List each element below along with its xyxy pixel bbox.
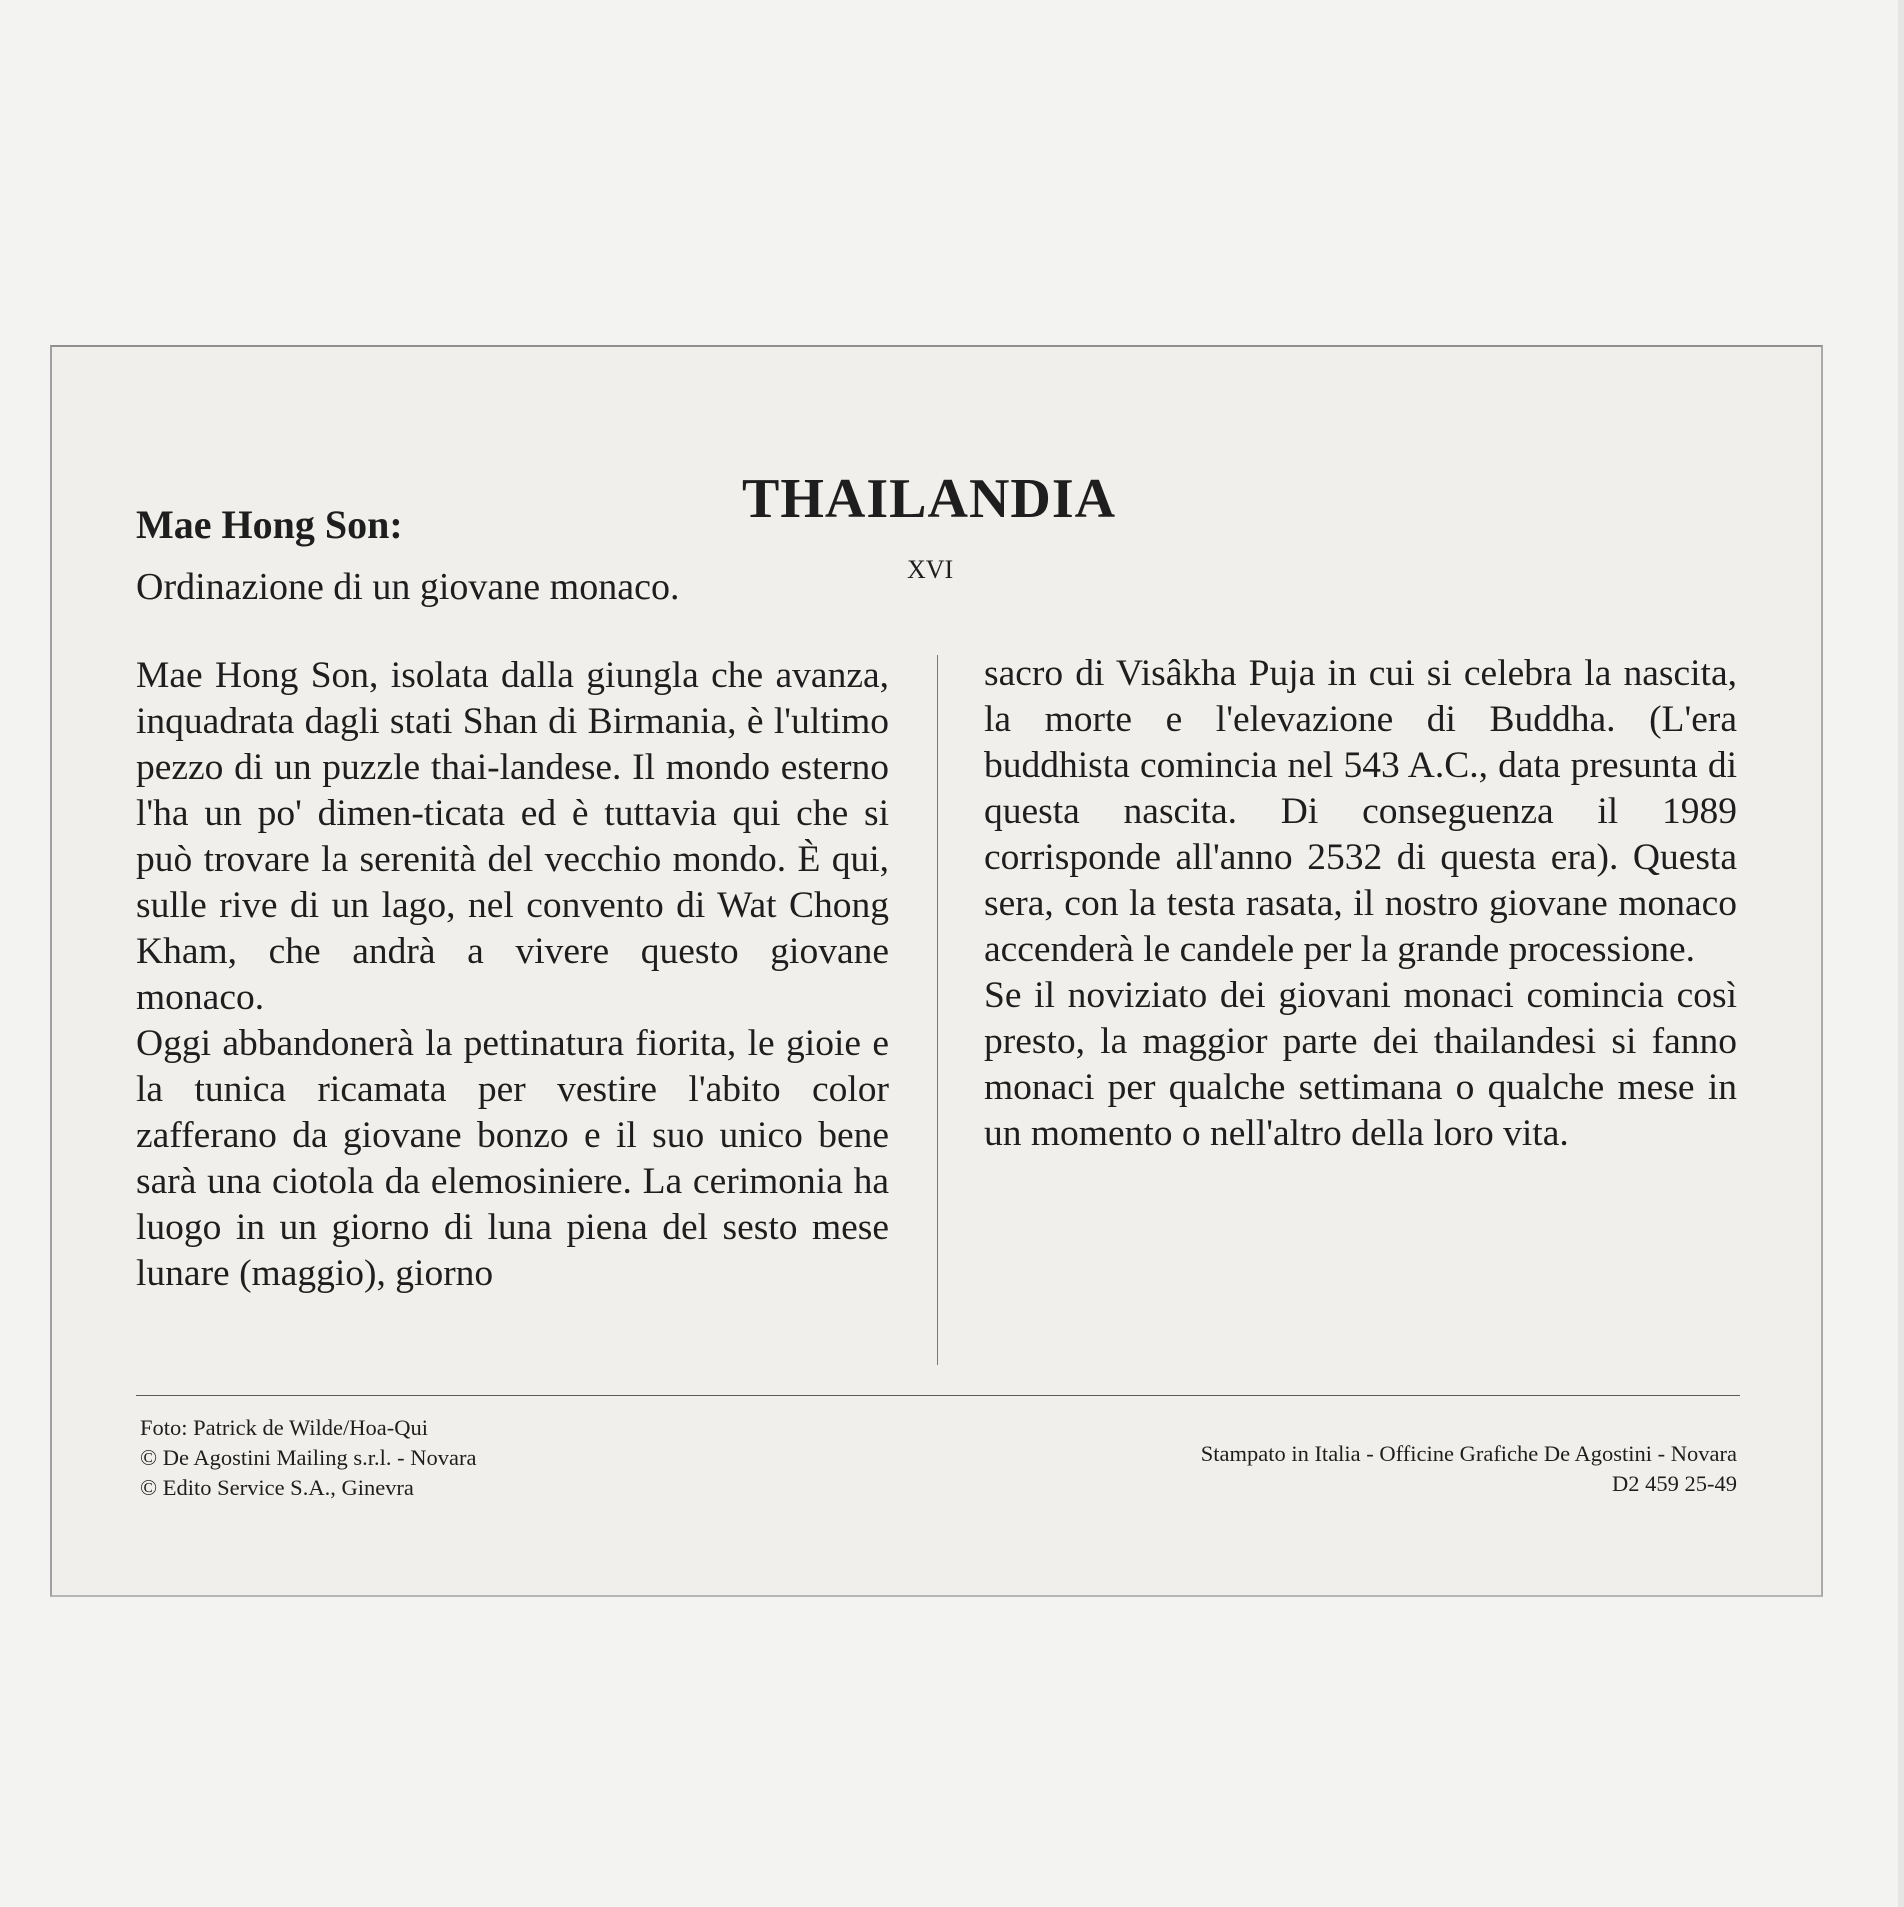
credits-block bbox=[140, 1413, 476, 1503]
postcard bbox=[50, 345, 1823, 1597]
printer-block bbox=[1201, 1439, 1737, 1499]
scan-background-edge bbox=[1898, 0, 1904, 1907]
place-heading: Mae Hong Son: bbox=[136, 502, 403, 547]
card-title: THAILANDIA bbox=[742, 468, 1117, 530]
catalog-code: D2 459 25-49 bbox=[1612, 1471, 1737, 1496]
left-paragraph-2: Oggi abbandonerà la pettinatura fiorita, le gioie e la tunica ricamata per vestire l'abito color zafferano da giovane bonzo e il suo unico bene sarà una ciotola da elemosiniere. La cerimonia ha luogo in un giorno di luna piena del sesto mese lunare (maggio), giorno bbox=[136, 1023, 889, 1294]
column-divider bbox=[937, 655, 938, 1365]
left-text-column bbox=[136, 653, 889, 1297]
printer-line: Stampato in Italia - Officine Grafiche De Agostini - Novara bbox=[1200, 1441, 1737, 1466]
right-paragraph-1: sacro di Visâkha Puja in cui si celebra la nascita, la morte e l'elevazione di Buddha. (L'era buddhista comincia nel 543 A.C., data presunta di questa nascita. Di conseguenza il 1989 corrisponde all'anno 2532 di questa era). Questa sera, con la testa rasata, il nostro giovane monaco accenderà le candele per la grande processione. bbox=[984, 653, 1737, 970]
right-text-column bbox=[984, 651, 1737, 1157]
volume-number: XVI bbox=[907, 555, 954, 584]
left-paragraph-1: Mae Hong Son, isolata dalla giungla che avanza, inquadrata dagli stati Shan di Birmania, è l'ultimo pezzo di un puzzle thai-landese. Il mondo esterno l'ha un po' dimen-ticata ed è tuttavia qui che si può trovare la serenità del vecchio mondo. È qui, sulle rive di un lago, nel convento di Wat Chong Kham, che andrà a vivere questo giovane monaco. bbox=[136, 655, 889, 1018]
photo-credit: Foto: Patrick de Wilde/Hoa-Qui bbox=[140, 1415, 429, 1440]
footer-divider bbox=[136, 1395, 1740, 1396]
photo-caption: Ordinazione di un giovane monaco. bbox=[136, 566, 680, 608]
copyright-line-1: © De Agostini Mailing s.r.l. - Novara bbox=[140, 1445, 477, 1470]
copyright-line-2: © Edito Service S.A., Ginevra bbox=[140, 1475, 414, 1500]
right-paragraph-2: Se il noviziato dei giovani monaci comincia così presto, la maggior parte dei thailandesi si fanno monaci per qualche settimana o qualche mese in un momento o nell'altro della loro vita. bbox=[984, 975, 1737, 1154]
